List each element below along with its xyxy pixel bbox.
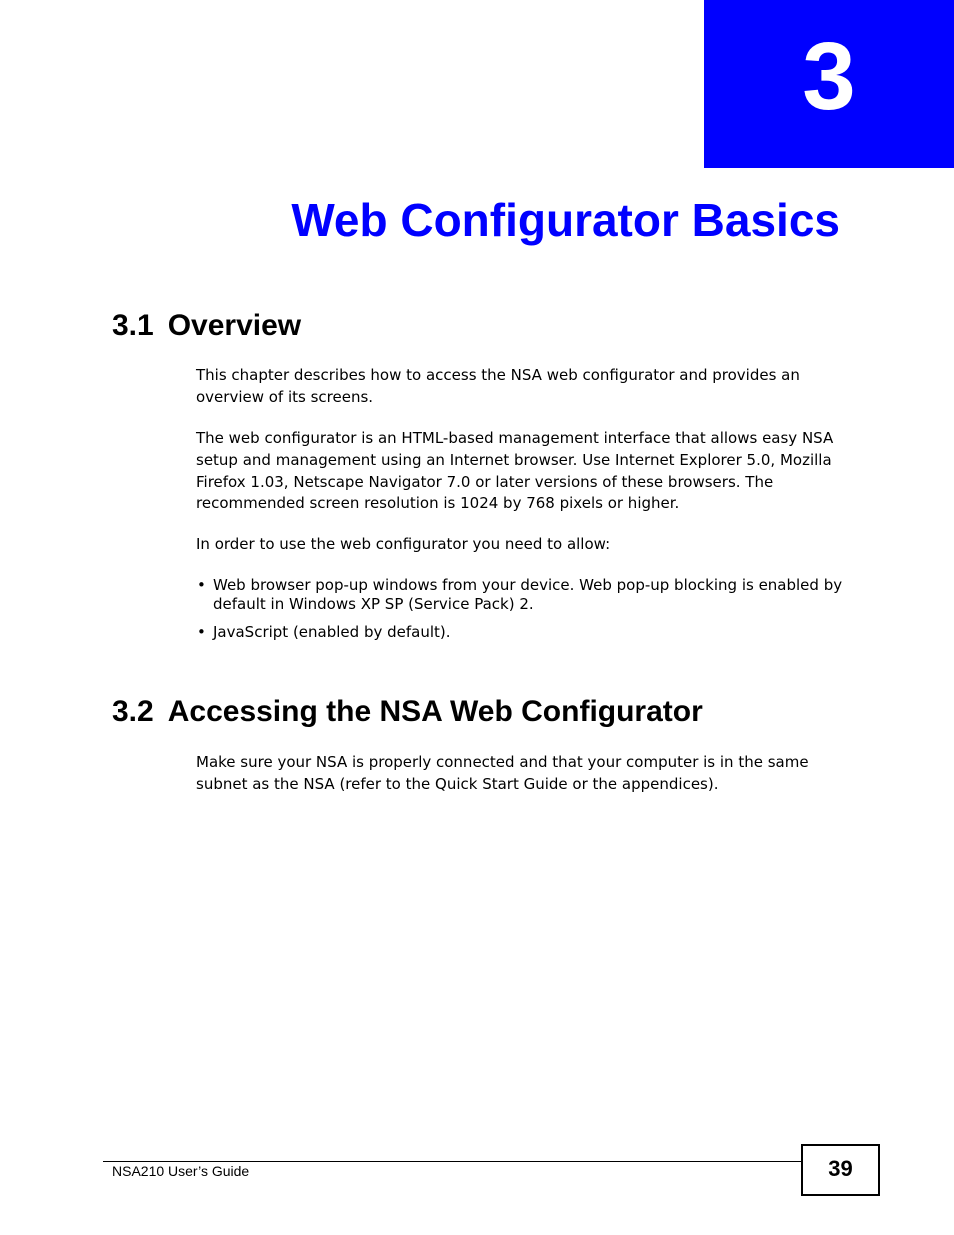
paragraph-text: Make sure your NSA is properly connected and that your computer is in the same subnet as the NSA (refer to the Quick Start Guide or the appendices). xyxy=(196,753,809,793)
page-number: 39 xyxy=(828,1155,853,1181)
bullet-icon: • xyxy=(197,576,206,594)
chapter-number: 3 xyxy=(802,23,856,130)
paragraph-intro xyxy=(196,365,846,409)
paragraph-text: The web configurator is an HTML-based management interface that allows easy NSA setup and management using an Internet browser. Use Internet Explorer 5.0, Mozilla Firefox 1.03, Netscape Navigator 7.0 or later versions of these browsers. The recommended screen resolution is 1024 by 768 pixels or higher. xyxy=(196,429,834,513)
list-item xyxy=(196,623,846,642)
chapter-number-box xyxy=(704,0,954,168)
section-heading-accessing xyxy=(112,694,703,730)
list-item xyxy=(196,576,846,614)
section-title: Overview xyxy=(167,309,302,342)
paragraph-text: In order to use the web configurator you need to allow: xyxy=(196,535,611,553)
section-number: 3.1 xyxy=(112,309,154,342)
paragraph-browser-requirements xyxy=(196,428,846,515)
footer-guide-name: NSA210 User’s Guide xyxy=(112,1163,250,1179)
chapter-title: Web Configurator Basics xyxy=(291,194,840,246)
list-item-text: Web browser pop-up windows from your device. Web pop-up blocking is enabled by default in Windows XP SP (Service Pack) 2. xyxy=(213,576,843,613)
paragraph-text: This chapter describes how to access the NSA web configurator and provides an overview of its screens. xyxy=(196,366,800,406)
paragraph-connection xyxy=(196,752,846,796)
requirements-list xyxy=(196,576,846,651)
section-number: 3.2 xyxy=(112,695,154,728)
page-number-box xyxy=(801,1144,880,1196)
section-heading-overview xyxy=(112,308,301,344)
section-title: Accessing the NSA Web Configurator xyxy=(167,695,703,728)
paragraph-allow-intro xyxy=(196,534,846,556)
bullet-icon: • xyxy=(197,623,206,641)
list-item-text: JavaScript (enabled by default). xyxy=(213,623,451,641)
